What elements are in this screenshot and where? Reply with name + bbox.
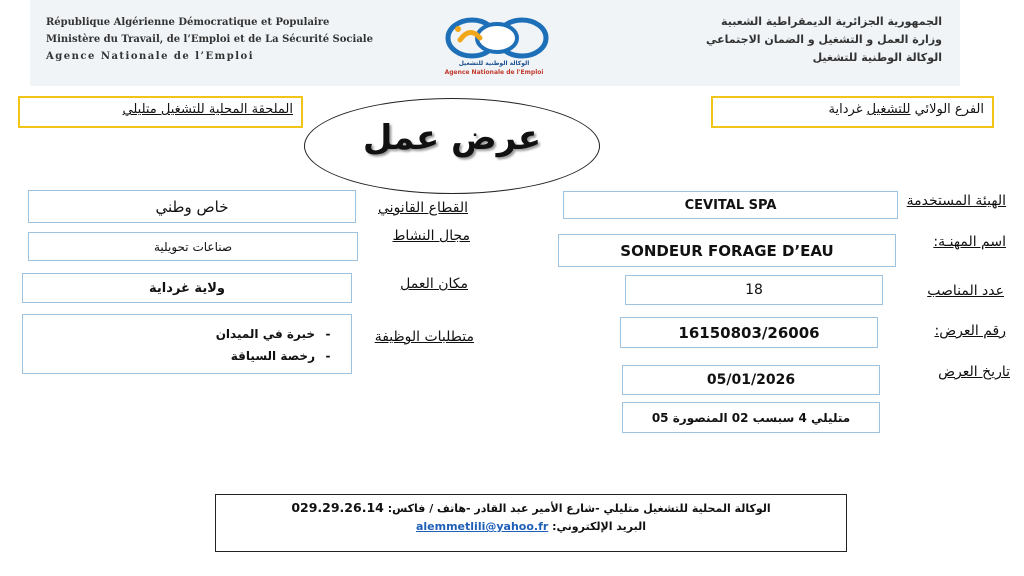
requirement-item: - خبرة في الميدان [215, 327, 331, 341]
footer-contact-box [215, 494, 847, 552]
offer-date-field: 05/01/2026 [622, 365, 880, 395]
footer-phone: 029.29.26.14 [291, 500, 384, 515]
workplace-label: مكان العمل [400, 276, 468, 292]
offer-number-label: رقم العرض: [934, 323, 1006, 339]
address-field: متليلي 4 سبسب 02 المنصورة 05 [622, 402, 880, 433]
requirement-item: - رخصة السياقة [230, 349, 331, 363]
header-ar-agency: الوكالة الوطنية للتشغيل [812, 51, 942, 64]
positions-label: عدد المناصب [927, 283, 1004, 299]
sector-field: خاص وطني [28, 190, 356, 223]
local-annex-box [18, 96, 303, 128]
header-arabic-text [706, 13, 942, 67]
header-ar-republic: الجمهورية الجزائرية الديمقراطية الشعبية [721, 15, 942, 28]
job-label: اسم المهنـة: [933, 234, 1006, 250]
branch-label: الفرع الولائي [914, 102, 984, 117]
header-fr-ministry: Ministère du Travail, de l’Emploi et de La Sécurité Sociale [46, 34, 373, 45]
header-french-text [46, 14, 373, 65]
footer-email-link[interactable]: alemmetlili@yahoo.fr [415, 520, 549, 533]
footer-address-line [216, 499, 846, 518]
footer-address-text: الوكالة المحلية للتشغيل متليلي -شارع الأمير عبد القادر -هاتف / فاكس: [387, 502, 771, 515]
requirements-label: متطلبات الوظيفة [374, 329, 474, 345]
logo-caption-arabic: الوكالة الوطنية للتشغيل [458, 60, 530, 67]
branch-box [711, 96, 994, 128]
header-ar-ministry: وزارة العمل و التشغيل و الضمان الاجتماعي [706, 33, 942, 46]
branch-underlined: للتشغيل [866, 102, 911, 117]
footer-email-label: البريد الإلكتروني: [552, 520, 647, 533]
job-field: SONDEUR FORAGE D’EAU [558, 234, 896, 267]
requirements-box [22, 314, 352, 374]
offer-number-field: 16150803/26006 [620, 317, 878, 348]
footer-email-line [216, 518, 846, 536]
positions-field: 18 [625, 275, 883, 305]
offer-date-label: تاريخ العرض [938, 364, 1010, 380]
page-title: عرض عمل [362, 118, 542, 158]
logo-caption-french: Agence Nationale de l'Emploi [444, 69, 544, 76]
activity-label: مجال النشاط [392, 228, 470, 244]
local-annex-text: الملحقة المحلية للتشغيل متليلي [122, 102, 293, 117]
employer-label: الهيئة المستخدمة [906, 193, 1006, 209]
activity-field: صناعات تحويلية [28, 232, 358, 261]
header-fr-republic: République Algérienne Démocratique et Populaire [46, 17, 330, 28]
header-fr-agency: Agence Nationale de l’Emploi [46, 51, 254, 62]
workplace-field: ولاية غرداية [22, 273, 352, 303]
sector-label: القطاع القانوني [378, 200, 468, 216]
branch-city: غرداية [828, 102, 863, 117]
employer-field: CEVITAL SPA [563, 191, 898, 219]
